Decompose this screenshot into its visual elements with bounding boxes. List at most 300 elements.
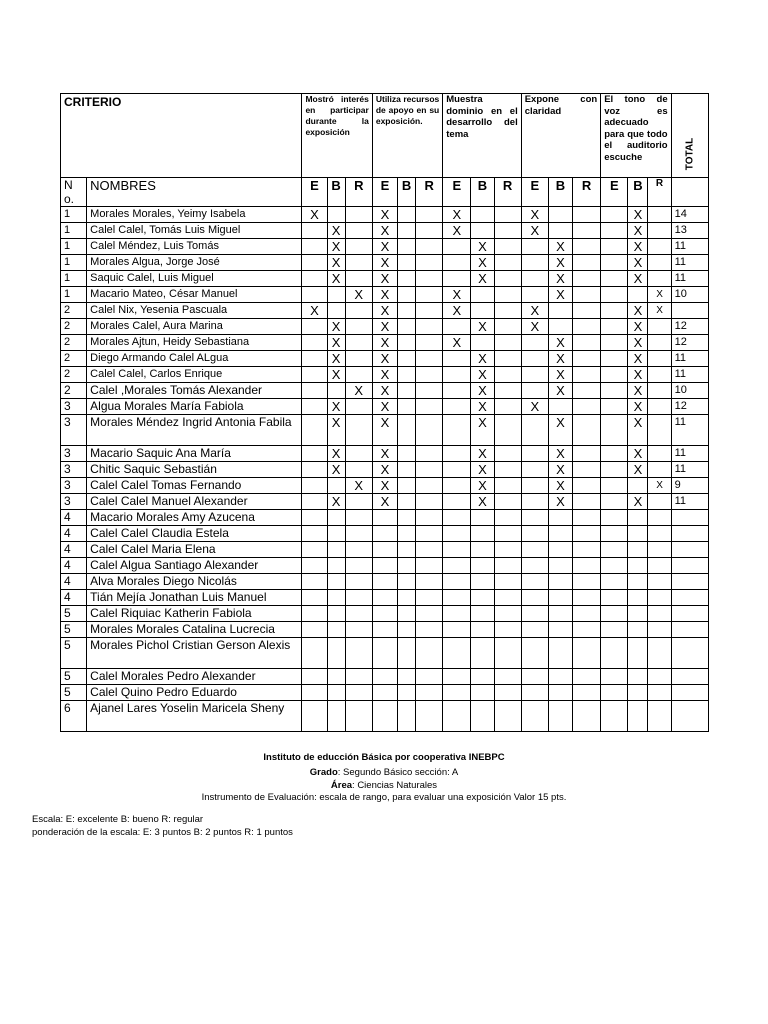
mark-cell — [648, 558, 671, 574]
mark-cell: X — [628, 399, 648, 415]
mark-cell — [345, 526, 372, 542]
student-row — [61, 462, 709, 478]
mark-cell — [601, 622, 628, 638]
mark-cell — [573, 542, 601, 558]
mark-cell — [372, 638, 397, 669]
mark-cell: X — [521, 319, 548, 335]
mark-cell: X — [628, 383, 648, 399]
mark-cell — [494, 510, 521, 526]
student-row — [61, 207, 709, 223]
student-number: 2 — [61, 335, 87, 351]
mark-cell — [601, 207, 628, 223]
mark-cell — [648, 685, 671, 701]
mark-cell — [601, 510, 628, 526]
mark-cell — [397, 383, 415, 399]
mark-cell — [648, 606, 671, 622]
student-name: Morales Morales, Yeimy Isabela — [87, 207, 302, 223]
mark-cell — [494, 399, 521, 415]
mark-cell — [443, 590, 471, 606]
mark-cell — [345, 669, 372, 685]
total-score — [671, 526, 708, 542]
mark-cell — [372, 526, 397, 542]
student-name: Calel Riquiac Katherin Fabiola — [87, 606, 302, 622]
mark-cell — [573, 622, 601, 638]
mark-cell — [345, 303, 372, 319]
mark-cell: X — [471, 415, 494, 446]
mark-cell — [345, 271, 372, 287]
mark-cell — [302, 622, 327, 638]
total-score — [671, 590, 708, 606]
mark-cell — [521, 590, 548, 606]
student-row — [61, 685, 709, 701]
mark-cell — [302, 367, 327, 383]
mark-cell — [494, 526, 521, 542]
total-score: 11 — [671, 271, 708, 287]
mark-cell — [601, 701, 628, 732]
mark-cell — [494, 542, 521, 558]
mark-cell — [548, 510, 572, 526]
mark-cell — [345, 542, 372, 558]
mark-cell — [443, 558, 471, 574]
mark-cell — [648, 462, 671, 478]
mark-cell — [573, 399, 601, 415]
area-value: : Ciencias Naturales — [352, 780, 438, 791]
mark-cell — [397, 590, 415, 606]
total-label: TOTAL — [684, 137, 696, 171]
mark-cell: X — [372, 415, 397, 446]
mark-cell — [648, 207, 671, 223]
mark-cell — [601, 303, 628, 319]
mark-cell: X — [548, 239, 572, 255]
mark-cell — [345, 590, 372, 606]
mark-cell — [302, 701, 327, 732]
student-number: 3 — [61, 494, 87, 510]
mark-cell — [573, 685, 601, 701]
student-row — [61, 383, 709, 399]
mark-cell: X — [443, 335, 471, 351]
mark-cell — [573, 287, 601, 303]
mark-cell — [416, 558, 443, 574]
total-score: 12 — [671, 319, 708, 335]
mark-cell — [471, 542, 494, 558]
student-name: Morales Algua, Jorge José — [87, 255, 302, 271]
mark-cell — [601, 383, 628, 399]
mark-cell — [327, 701, 345, 732]
mark-cell: X — [471, 319, 494, 335]
student-row — [61, 590, 709, 606]
mark-cell — [345, 335, 372, 351]
total-score: 11 — [671, 494, 708, 510]
mark-cell — [573, 303, 601, 319]
total-score — [671, 622, 708, 638]
student-number: 1 — [61, 239, 87, 255]
mark-cell — [648, 622, 671, 638]
mark-cell — [416, 399, 443, 415]
student-number: 1 — [61, 223, 87, 239]
mark-cell: X — [471, 494, 494, 510]
mark-cell — [573, 606, 601, 622]
scale-letter-0-1: B — [327, 178, 345, 207]
mark-cell — [521, 239, 548, 255]
mark-cell — [443, 383, 471, 399]
mark-cell — [573, 367, 601, 383]
mark-cell — [648, 335, 671, 351]
mark-cell — [345, 255, 372, 271]
mark-cell — [601, 287, 628, 303]
mark-cell: X — [327, 255, 345, 271]
mark-cell — [628, 526, 648, 542]
total-score — [671, 669, 708, 685]
mark-cell — [345, 462, 372, 478]
mark-cell — [345, 574, 372, 590]
total-score — [671, 574, 708, 590]
mark-cell — [471, 622, 494, 638]
mark-cell — [345, 622, 372, 638]
mark-cell — [327, 303, 345, 319]
mark-cell — [471, 685, 494, 701]
mark-cell — [494, 462, 521, 478]
student-number: 1 — [61, 271, 87, 287]
mark-cell — [648, 590, 671, 606]
mark-cell — [345, 685, 372, 701]
student-name: Morales Morales Catalina Lucrecia — [87, 622, 302, 638]
mark-cell — [372, 701, 397, 732]
total-score — [671, 542, 708, 558]
mark-cell — [372, 622, 397, 638]
mark-cell — [372, 685, 397, 701]
mark-cell — [302, 239, 327, 255]
scale-letter-2-1: B — [471, 178, 494, 207]
mark-cell — [548, 223, 572, 239]
mark-cell — [302, 255, 327, 271]
mark-cell — [494, 415, 521, 446]
mark-cell — [443, 701, 471, 732]
mark-cell — [548, 574, 572, 590]
mark-cell — [302, 287, 327, 303]
mark-cell — [443, 669, 471, 685]
mark-cell — [471, 526, 494, 542]
mark-cell — [494, 558, 521, 574]
mark-cell — [302, 685, 327, 701]
mark-cell — [628, 478, 648, 494]
scale-letter-3-1: B — [548, 178, 572, 207]
mark-cell — [548, 606, 572, 622]
mark-cell: X — [443, 303, 471, 319]
mark-cell — [601, 462, 628, 478]
mark-cell: X — [628, 271, 648, 287]
mark-cell — [573, 494, 601, 510]
mark-cell: X — [548, 271, 572, 287]
total-score: 11 — [671, 367, 708, 383]
mark-cell — [327, 542, 345, 558]
mark-cell: X — [471, 255, 494, 271]
mark-cell — [521, 383, 548, 399]
mark-cell — [302, 494, 327, 510]
mark-cell: X — [521, 223, 548, 239]
student-name: Calel Calel, Tomás Luis Miguel — [87, 223, 302, 239]
student-name: Tián Mejía Jonathan Luis Manuel — [87, 590, 302, 606]
mark-cell — [397, 510, 415, 526]
mark-cell: X — [372, 287, 397, 303]
mark-cell: X — [648, 478, 671, 494]
student-name: Calel Calel Claudia Estela — [87, 526, 302, 542]
criterion-clarity: Expone con claridad — [521, 94, 600, 178]
total-score: 11 — [671, 415, 708, 446]
student-number: 2 — [61, 367, 87, 383]
mark-cell — [601, 590, 628, 606]
mark-cell — [397, 303, 415, 319]
mark-cell: X — [648, 303, 671, 319]
mark-cell: X — [628, 303, 648, 319]
mark-cell — [302, 478, 327, 494]
mark-cell — [397, 399, 415, 415]
student-row — [61, 287, 709, 303]
mark-cell — [345, 223, 372, 239]
mark-cell — [302, 526, 327, 542]
mark-cell — [548, 622, 572, 638]
mark-cell — [601, 526, 628, 542]
mark-cell: X — [372, 494, 397, 510]
mark-cell: X — [372, 271, 397, 287]
total-score — [671, 685, 708, 701]
grade-line — [0, 766, 768, 779]
student-name: Calel Quino Pedro Eduardo — [87, 685, 302, 701]
mark-cell — [327, 526, 345, 542]
mark-cell — [327, 207, 345, 223]
mark-cell — [397, 606, 415, 622]
mark-cell — [302, 335, 327, 351]
student-row — [61, 223, 709, 239]
mark-cell — [648, 542, 671, 558]
mark-cell — [416, 303, 443, 319]
mark-cell — [416, 669, 443, 685]
student-row — [61, 351, 709, 367]
mark-cell — [443, 367, 471, 383]
mark-cell — [443, 351, 471, 367]
mark-cell — [416, 494, 443, 510]
mark-cell: X — [372, 383, 397, 399]
mark-cell: X — [548, 255, 572, 271]
total-header — [671, 94, 708, 178]
criteria-header-row — [61, 94, 709, 178]
mark-cell — [494, 207, 521, 223]
mark-cell — [302, 606, 327, 622]
mark-cell — [397, 622, 415, 638]
mark-cell — [443, 685, 471, 701]
mark-cell — [648, 415, 671, 446]
mark-cell — [548, 558, 572, 574]
student-row — [61, 415, 709, 446]
mark-cell — [327, 287, 345, 303]
total-score — [671, 606, 708, 622]
total-score — [671, 638, 708, 669]
mark-cell — [416, 255, 443, 271]
mark-cell — [416, 638, 443, 669]
student-row — [61, 669, 709, 685]
student-name: Calel Calel Tomas Fernando — [87, 478, 302, 494]
mark-cell — [573, 510, 601, 526]
mark-cell: X — [548, 335, 572, 351]
mark-cell — [601, 494, 628, 510]
mark-cell: X — [471, 478, 494, 494]
mark-cell — [443, 574, 471, 590]
mark-cell — [397, 638, 415, 669]
mark-cell — [521, 638, 548, 669]
mark-cell — [302, 223, 327, 239]
mark-cell: X — [345, 478, 372, 494]
mark-cell — [601, 335, 628, 351]
mark-cell — [548, 207, 572, 223]
mark-cell — [521, 685, 548, 701]
student-row — [61, 701, 709, 732]
mark-cell: X — [471, 239, 494, 255]
mark-cell — [443, 478, 471, 494]
mark-cell — [601, 271, 628, 287]
mark-cell — [471, 574, 494, 590]
mark-cell — [416, 415, 443, 446]
mark-cell — [573, 415, 601, 446]
mark-cell: X — [327, 223, 345, 239]
student-number: 4 — [61, 558, 87, 574]
student-name: Calel Calel, Carlos Enrique — [87, 367, 302, 383]
mark-cell: X — [521, 207, 548, 223]
student-name: Macario Mateo, César Manuel — [87, 287, 302, 303]
mark-cell — [601, 351, 628, 367]
mark-cell — [372, 669, 397, 685]
mark-cell — [521, 542, 548, 558]
student-row — [61, 606, 709, 622]
student-row — [61, 510, 709, 526]
mark-cell — [494, 669, 521, 685]
mark-cell — [601, 223, 628, 239]
mark-cell — [443, 606, 471, 622]
student-row — [61, 367, 709, 383]
mark-cell: X — [372, 446, 397, 462]
mark-cell — [521, 462, 548, 478]
mark-cell: X — [372, 207, 397, 223]
mark-cell — [471, 303, 494, 319]
mark-cell — [327, 383, 345, 399]
mark-cell: X — [628, 446, 648, 462]
mark-cell — [521, 335, 548, 351]
mark-cell: X — [302, 207, 327, 223]
mark-cell: X — [327, 319, 345, 335]
student-row — [61, 542, 709, 558]
mark-cell — [443, 239, 471, 255]
mark-cell — [648, 239, 671, 255]
mark-cell: X — [327, 462, 345, 478]
mark-cell — [471, 669, 494, 685]
student-name: Calel Morales Pedro Alexander — [87, 669, 302, 685]
mark-cell — [548, 685, 572, 701]
mark-cell — [494, 685, 521, 701]
mark-cell — [416, 383, 443, 399]
student-row — [61, 239, 709, 255]
mark-cell — [416, 510, 443, 526]
mark-cell — [416, 542, 443, 558]
instrument-line: Instrumento de Evaluación: escala de rango, para evaluar una exposición Valor 15 pts. — [201, 792, 567, 803]
criterion-mastery: Muestra dominio en el desarrollo del tema — [443, 94, 521, 178]
mark-cell — [494, 478, 521, 494]
mark-cell — [443, 255, 471, 271]
mark-cell — [548, 542, 572, 558]
student-number: 4 — [61, 542, 87, 558]
scale-letter-0-0: E — [302, 178, 327, 207]
mark-cell: X — [628, 223, 648, 239]
total-score: 12 — [671, 399, 708, 415]
mark-cell: X — [327, 367, 345, 383]
mark-cell — [416, 574, 443, 590]
student-name: Macario Morales Amy Azucena — [87, 510, 302, 526]
student-number: 1 — [61, 287, 87, 303]
mark-cell: X — [628, 494, 648, 510]
student-name: Calel Algua Santiago Alexander — [87, 558, 302, 574]
mark-cell — [521, 446, 548, 462]
mark-cell — [471, 638, 494, 669]
mark-cell: X — [327, 335, 345, 351]
total-score: 11 — [671, 446, 708, 462]
mark-cell — [443, 415, 471, 446]
mark-cell — [648, 255, 671, 271]
mark-cell — [648, 494, 671, 510]
mark-cell — [302, 638, 327, 669]
mark-cell — [397, 558, 415, 574]
mark-cell — [601, 606, 628, 622]
mark-cell — [302, 399, 327, 415]
student-number: 2 — [61, 303, 87, 319]
total-score: 11 — [671, 351, 708, 367]
mark-cell — [345, 701, 372, 732]
mark-cell — [416, 701, 443, 732]
student-number: 1 — [61, 255, 87, 271]
mark-cell — [471, 207, 494, 223]
mark-cell — [397, 685, 415, 701]
mark-cell — [327, 574, 345, 590]
mark-cell — [397, 462, 415, 478]
mark-cell — [443, 399, 471, 415]
mark-cell — [601, 319, 628, 335]
mark-cell — [345, 415, 372, 446]
total-score: 11 — [671, 462, 708, 478]
mark-cell — [628, 622, 648, 638]
mark-cell — [471, 606, 494, 622]
number-heading: N o. — [61, 178, 87, 207]
mark-cell — [521, 367, 548, 383]
mark-cell — [397, 223, 415, 239]
mark-cell — [648, 271, 671, 287]
mark-cell: X — [548, 351, 572, 367]
mark-cell — [345, 446, 372, 462]
mark-cell — [416, 287, 443, 303]
mark-cell — [416, 478, 443, 494]
mark-cell: X — [443, 287, 471, 303]
mark-cell — [648, 223, 671, 239]
student-name: Calel Calel Manuel Alexander — [87, 494, 302, 510]
mark-cell: X — [628, 367, 648, 383]
scale-header-row — [61, 178, 709, 207]
mark-cell — [494, 303, 521, 319]
mark-cell — [372, 542, 397, 558]
mark-cell — [302, 462, 327, 478]
mark-cell — [548, 638, 572, 669]
mark-cell — [302, 542, 327, 558]
mark-cell — [573, 383, 601, 399]
mark-cell — [548, 303, 572, 319]
mark-cell — [345, 319, 372, 335]
mark-cell — [397, 287, 415, 303]
mark-cell — [416, 606, 443, 622]
student-row — [61, 622, 709, 638]
